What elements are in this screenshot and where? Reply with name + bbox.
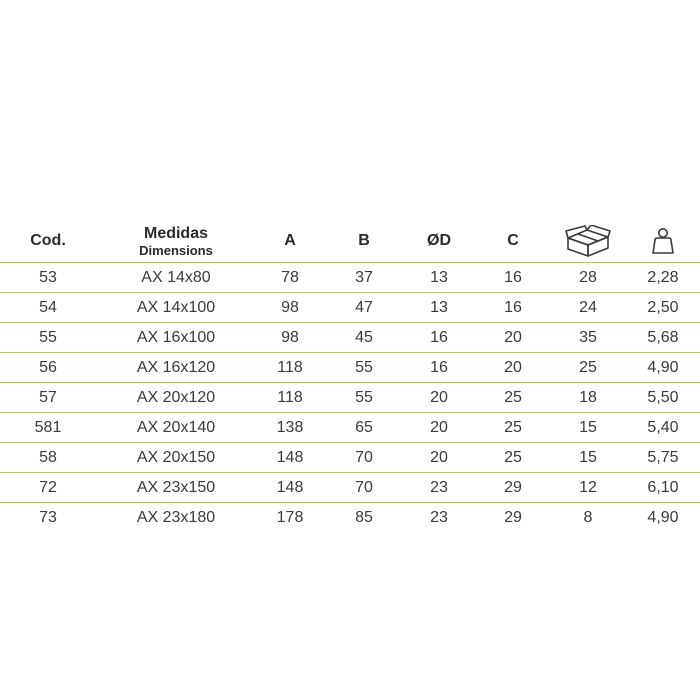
cell-cod: 54: [39, 299, 57, 316]
cell-cod: 581: [34, 419, 62, 436]
table-row: [0, 412, 700, 442]
cell-od: 16: [430, 329, 448, 346]
cell-weight: 6,10: [647, 479, 679, 496]
box-icon: [565, 225, 611, 257]
cell-b: 85: [355, 509, 373, 526]
cell-weight: 2,50: [647, 299, 679, 316]
cell-c: 29: [504, 479, 522, 496]
cell-c: 25: [504, 449, 522, 466]
table-row: [0, 322, 700, 352]
cell-weight: 5,68: [647, 329, 679, 346]
cell-weight: 5,50: [647, 389, 679, 406]
header-cod: [30, 220, 66, 262]
cell-b: 45: [355, 329, 373, 346]
cell-cod: 72: [39, 479, 57, 496]
table-row: [0, 442, 700, 472]
cell-box-qty: 15: [579, 449, 597, 466]
header-a-label: A: [284, 232, 296, 249]
cell-a: 148: [276, 449, 304, 466]
cell-a: 148: [276, 479, 304, 496]
cell-box-qty: 24: [579, 299, 597, 316]
header-c-label: C: [507, 232, 519, 249]
cell-box-qty: 28: [579, 269, 597, 286]
cell-b: 70: [355, 449, 373, 466]
cell-medidas: AX 20x120: [136, 389, 216, 406]
cell-cod: 73: [39, 509, 57, 526]
cell-weight: 5,40: [647, 419, 679, 436]
cell-od: 20: [430, 449, 448, 466]
cell-od: 16: [430, 359, 448, 376]
cell-od: 13: [430, 269, 448, 286]
header-b-label: B: [358, 232, 370, 249]
cell-od: 20: [430, 389, 448, 406]
cell-c: 20: [504, 359, 522, 376]
cell-box-qty: 35: [579, 329, 597, 346]
header-od-label: ØD: [427, 232, 451, 249]
cell-c: 16: [504, 269, 522, 286]
header-medidas: [139, 220, 213, 262]
cell-medidas: AX 23x150: [136, 479, 216, 496]
cell-a: 138: [276, 419, 304, 436]
cell-medidas: AX 23x180: [136, 509, 216, 526]
table-row: [0, 382, 700, 412]
cell-od: 20: [430, 419, 448, 436]
cell-weight: 4,90: [647, 359, 679, 376]
cell-weight: 2,28: [647, 269, 679, 286]
cell-a: 98: [281, 299, 299, 316]
table-body: [0, 262, 700, 532]
cell-b: 65: [355, 419, 373, 436]
header-b: [358, 220, 370, 262]
cell-weight: 4,90: [647, 509, 679, 526]
cell-cod: 53: [39, 269, 57, 286]
cell-weight: 5,75: [647, 449, 679, 466]
cell-medidas: AX 16x100: [136, 329, 216, 346]
table-row: [0, 352, 700, 382]
cell-cod: 58: [39, 449, 57, 466]
cell-box-qty: 18: [579, 389, 597, 406]
cell-od: 13: [430, 299, 448, 316]
cell-box-qty: 15: [579, 419, 597, 436]
header-box-quantity: [565, 220, 611, 262]
cell-c: 29: [504, 509, 522, 526]
cell-od: 23: [430, 479, 448, 496]
cell-a: 78: [281, 269, 299, 286]
header-weight: [650, 220, 676, 262]
cell-a: 98: [281, 329, 299, 346]
table-row: [0, 502, 700, 532]
cell-od: 23: [430, 509, 448, 526]
header-dimensions-label: Dimensions: [139, 242, 213, 258]
cell-a: 118: [277, 389, 303, 406]
cell-cod: 56: [39, 359, 57, 376]
cell-a: 178: [276, 509, 304, 526]
cell-box-qty: 25: [579, 359, 597, 376]
header-medidas-label: Medidas: [143, 224, 208, 242]
table-header: [0, 220, 700, 262]
cell-box-qty: 12: [579, 479, 597, 496]
table-row: [0, 262, 700, 292]
header-od: [427, 220, 451, 262]
cell-medidas: AX 20x140: [136, 419, 216, 436]
cell-medidas: AX 16x120: [136, 359, 216, 376]
header-a: [284, 220, 296, 262]
cell-medidas: AX 14x100: [136, 299, 216, 316]
cell-a: 118: [277, 359, 303, 376]
cell-box-qty: 8: [583, 509, 593, 526]
cell-medidas: AX 14x80: [141, 269, 211, 286]
cell-c: 16: [504, 299, 522, 316]
cell-b: 70: [355, 479, 373, 496]
header-cod-label: Cod.: [30, 232, 66, 249]
cell-c: 25: [504, 389, 522, 406]
cell-medidas: AX 20x150: [136, 449, 216, 466]
product-spec-table: [0, 220, 700, 532]
cell-b: 55: [355, 389, 373, 406]
cell-c: 25: [504, 419, 522, 436]
cell-cod: 55: [39, 329, 57, 346]
cell-c: 20: [504, 329, 522, 346]
cell-b: 47: [355, 299, 373, 316]
cell-cod: 57: [39, 389, 57, 406]
table-row: [0, 472, 700, 502]
cell-b: 37: [355, 269, 373, 286]
header-c: [507, 220, 519, 262]
cell-b: 55: [355, 359, 373, 376]
table-row: [0, 292, 700, 322]
weight-icon: [650, 227, 676, 255]
